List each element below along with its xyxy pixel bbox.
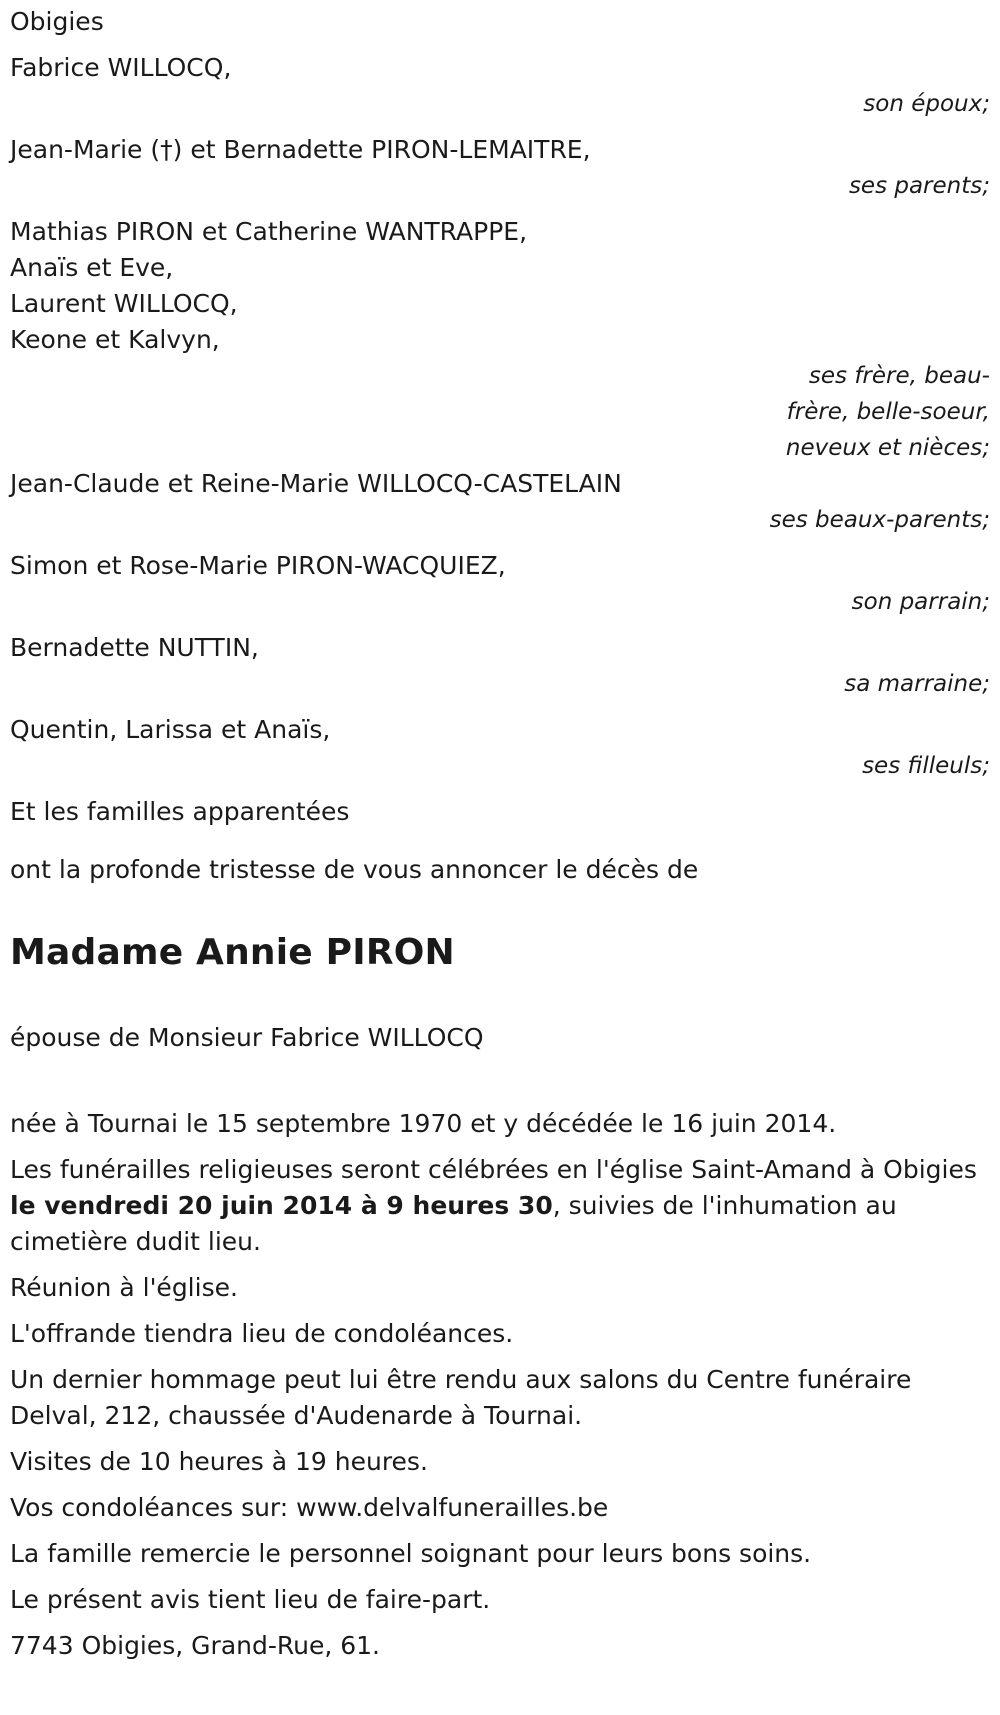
funeral-date-time: le vendredi 20 juin 2014 à 9 heures 30 [10,1191,553,1220]
reunion-line: Réunion à l'église. [10,1273,238,1302]
relation-parents [10,132,990,204]
relation-role: ses filleuls; [862,753,990,779]
relation-role: ses parents; [848,173,990,199]
hommage-paragraph: Un dernier hommage peut lui être rendu aux salons du Centre funéraire Delval, 212, chaussée d'Audenarde à Tournai. [10,1365,912,1430]
relation-names: Simon et Rose-Marie PIRON-WACQUIEZ, [10,551,506,580]
visites-line: Visites de 10 heures à 19 heures. [10,1447,428,1476]
offrande-line: L'offrande tiendra lieu de condoléances. [10,1319,514,1348]
remerciement-line: La famille remercie le personnel soignant pour leurs bons soins. [10,1539,812,1568]
funeral-text-before: Les funérailles religieuses seront célébrées en l'église Saint-Amand à Obigies [10,1155,977,1184]
relation-names: Jean-Marie (†) et Bernadette PIRON-LEMAITRE, [10,135,591,164]
born-line: née à Tournai le 15 septembre 1970 et y décédée le 16 juin 2014. [10,1109,837,1138]
relation-in-laws [10,466,990,538]
relation-names: Mathias PIRON et Catherine WANTRAPPE, [10,217,528,246]
relation-role: ses beaux-parents; [769,507,990,533]
spouse-line: épouse de Monsieur Fabrice WILLOCQ [10,1023,484,1052]
relation-role: ses frère, beau-frère, belle-soeur, neveux et nièces; [785,363,990,461]
families-line: Et les familles apparentées [10,797,350,826]
funeral-paragraph [10,1152,990,1260]
faire-part-line: Le présent avis tient lieu de faire-part. [10,1585,491,1614]
place-line: Obigies [10,7,104,36]
relation-names: Jean-Claude et Reine-Marie WILLOCQ-CASTELAIN [10,469,622,498]
relation-names: Fabrice WILLOCQ, [10,53,232,82]
relation-role: sa marraine; [844,671,990,697]
relation-spouse [10,50,990,122]
condoleances-line: Vos condoléances sur: www.delvalfunerailles.be [10,1493,609,1522]
relation-godmother [10,630,990,702]
relation-names: Laurent WILLOCQ, [10,289,238,318]
relation-names: Keone et Kalvyn, [10,325,220,354]
intro-line: ont la profonde tristesse de vous annoncer le décès de [10,855,699,884]
funeral-text-after: , suivies de l'inhumation au cimetière dudit lieu. [10,1191,897,1256]
relation-names: Quentin, Larissa et Anaïs, [10,715,331,744]
address-line: 7743 Obigies, Grand-Rue, 61. [10,1631,381,1660]
relation-names: Bernadette NUTTIN, [10,633,259,662]
deceased-name: Madame Annie PIRON [10,932,455,973]
relation-names: Anaïs et Eve, [10,253,174,282]
relation-godchildren [10,712,990,784]
relation-siblings [10,214,990,466]
relation-godfather [10,548,990,620]
relation-role: son époux; [863,91,990,117]
relation-role: son parrain; [851,589,990,615]
